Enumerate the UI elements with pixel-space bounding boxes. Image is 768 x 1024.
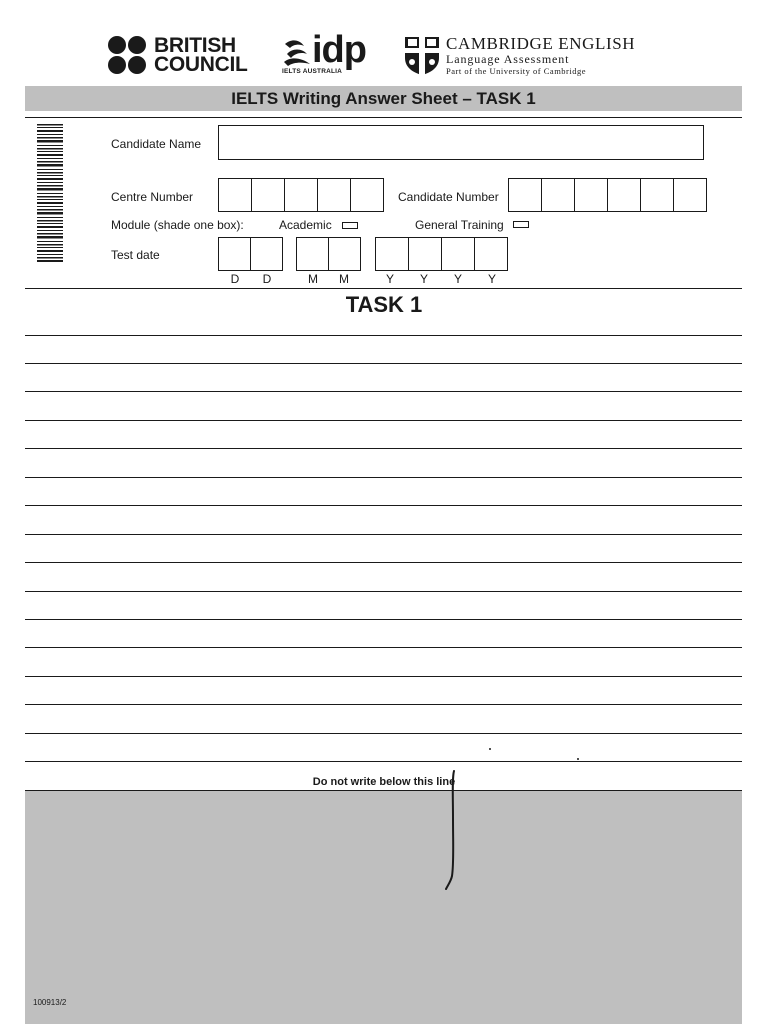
- page-title: IELTS Writing Answer Sheet – TASK 1: [231, 89, 536, 108]
- cambridge-subtitle: Language Assessment: [446, 52, 570, 66]
- writing-line: [25, 676, 742, 677]
- writing-line: [25, 761, 742, 762]
- date-letter-d1: D: [230, 272, 240, 286]
- date-letter-d2: D: [262, 272, 272, 286]
- writing-line: [25, 363, 742, 364]
- writing-line: [25, 562, 742, 563]
- test-date-label: Test date: [111, 248, 160, 262]
- idp-subtitle: IELTS AUSTRALIA: [282, 68, 343, 75]
- candidate-number-label: Candidate Number: [398, 190, 499, 204]
- writing-line: [25, 733, 742, 734]
- writing-line: [25, 448, 742, 449]
- writing-line: [25, 534, 742, 535]
- date-letter-m1: M: [308, 272, 318, 286]
- writing-line: [25, 591, 742, 592]
- general-training-label: General Training: [415, 218, 504, 232]
- writing-line: [25, 477, 742, 478]
- do-not-write-area: [25, 791, 742, 1024]
- pen-stroke: [440, 768, 460, 892]
- pen-mark: [577, 758, 579, 760]
- form-code: 100913/2: [33, 998, 67, 1007]
- date-letter-m2: M: [339, 272, 349, 286]
- date-letter-y4: Y: [487, 272, 496, 286]
- idp-wordmark: idp: [312, 29, 366, 71]
- academic-label: Academic: [279, 218, 332, 232]
- date-letter-y1: Y: [385, 272, 394, 286]
- writing-line: [25, 420, 742, 421]
- candidate-name-label: Candidate Name: [111, 137, 202, 151]
- date-letter-y3: Y: [453, 272, 462, 286]
- pen-mark: [489, 748, 491, 750]
- cambridge-title: CAMBRIDGE ENGLISH: [446, 34, 636, 53]
- module-label: Module (shade one box):: [111, 218, 244, 232]
- cambridge-tagline: Part of the University of Cambridge: [446, 66, 587, 76]
- date-letter-y2: Y: [419, 272, 428, 286]
- writing-line: [25, 505, 742, 506]
- writing-line: [25, 335, 742, 336]
- writing-line: [25, 704, 742, 705]
- centre-number-label: Centre Number: [111, 190, 194, 204]
- writing-line: [25, 391, 742, 392]
- writing-line: [25, 647, 742, 648]
- british-council-wordmark: BRITISH COUNCIL: [154, 34, 248, 76]
- task-heading: TASK 1: [345, 292, 423, 317]
- writing-line: [25, 619, 742, 620]
- do-not-write-notice: Do not write below this line: [312, 776, 456, 788]
